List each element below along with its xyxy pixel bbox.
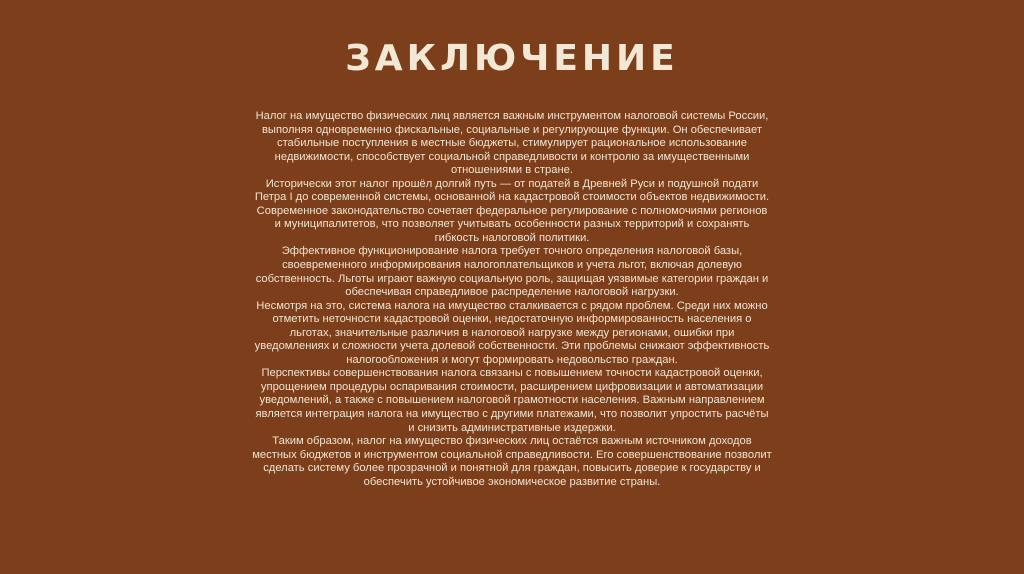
paragraph-5: Перспективы совершенствования налога связаны с повышением точности кадастровой оценки, упрощением процедуры оспаривания стоимости, расширением цифровизации и автоматизации уведомлений, а также с повышением налоговой грамотности населения. Важным направлением является интеграция налога на имущество с другими платежами, что позволит упростить расчёты и снизить административные издержки.	[255, 367, 769, 434]
paragraph-3: Эффективное функционирование налога требует точного определения налоговой базы, своевременного информирования налогоплательщиков и учета льгот, включая долевую собственность. Льготы играют важную социальную роль, защищая уязвимые категории граждан и обеспечивая справедливое распределение налоговой нагрузки.	[255, 245, 769, 299]
paragraph-2: Исторически этот налог прошёл долгий путь — от податей в Древней Руси и подушной подати Петра I до современной системы, основанной на кадастровой стоимости объектов недвижимости. Современное законодательство сочетает федеральное регулирование с полномочиями регионов и муниципалитетов, что позволяет учитывать особенности разных территорий и сохранять гибкость налоговой политики.	[254, 177, 770, 244]
paragraph-4: Несмотря на это, система налога на имущество сталкивается с рядом проблем. Среди них можно отметить неточности кадастровой оценки, недостаточную информированность населения о льготах, значительные различия в налоговой нагрузке между регионами, ошибки при уведомлениях и сложности учета долевой собственности. Эти проблемы снижают эффективность налогообложения и могут формировать недовольство граждан.	[254, 299, 770, 366]
paragraph-6: Таким образом, налог на имущество физических лиц остаётся важным источником доходов местных бюджетов и инструментом социальной справедливости. Его совершенствование позволит сделать систему более прозрачной и понятной для граждан, повысить доверие к государству и обеспечить устойчивое экономическое развитие страны.	[252, 435, 772, 488]
slide-title: ЗАКЛЮЧЕНИЕ	[345, 38, 679, 79]
conclusion-text	[252, 110, 772, 489]
paragraph-1: Налог на имущество физических лиц является важным инструментом налоговой системы России, выполняя одновременно фискальные, социальные и регулирующие функции. Он обеспечивает стабильные поступления в местные бюджеты, стимулирует рациональное использование недвижимости, способствует социальной справедливости и контролю за имущественными отношениями в стране.	[255, 110, 769, 177]
